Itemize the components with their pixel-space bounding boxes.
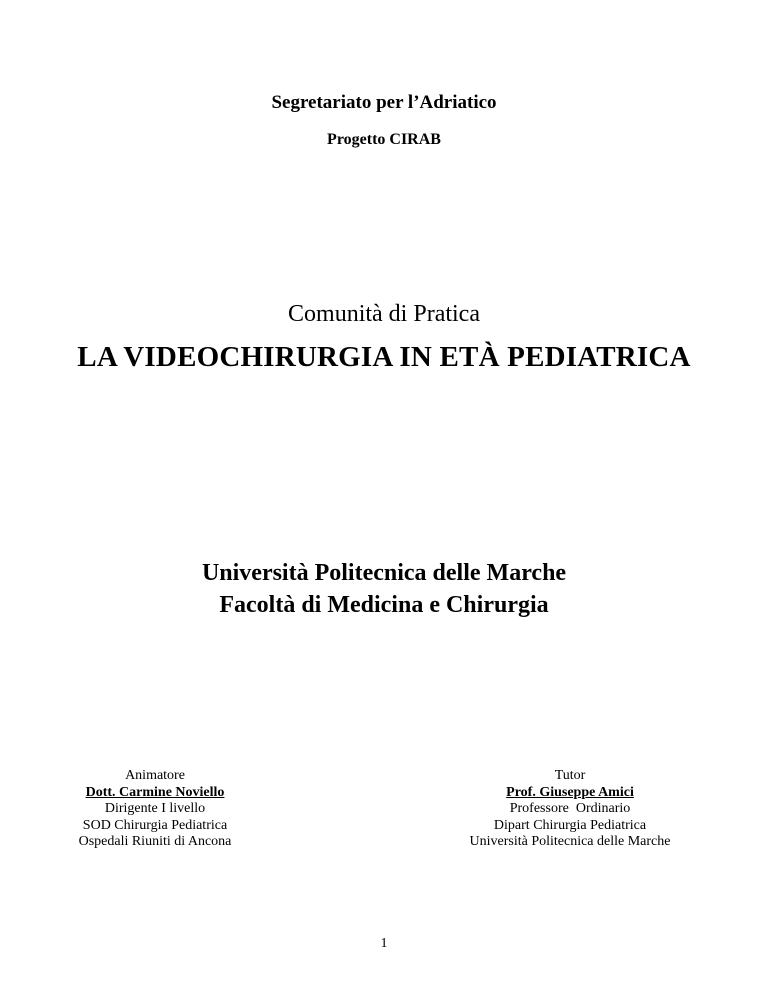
- animatore-position: Dirigente I livello: [104, 801, 206, 816]
- project-heading: Progetto CIRAB: [327, 131, 441, 148]
- document-title: LA VIDEOCHIRURGIA IN ETÀ PEDIATRICA: [77, 341, 691, 373]
- tutor-block: [455, 768, 685, 851]
- tutor-department: Dipart Chirurgia Pediatrica: [493, 817, 647, 833]
- animatore-name: Dott. Carmine Noviello: [85, 784, 225, 800]
- document-subtitle: Comunità di Pratica: [288, 301, 480, 327]
- tutor-role: Tutor: [554, 768, 586, 783]
- institution-block: [0, 557, 768, 621]
- faculty-name: Facoltà di Medicina e Chirurgia: [219, 592, 549, 618]
- organization-heading: Segretariato per l’Adriatico: [271, 92, 497, 113]
- animatore-block: [60, 768, 250, 851]
- animatore-role: Animatore: [125, 768, 185, 783]
- tutor-position: Professore Ordinario: [509, 801, 631, 816]
- page-number: 1: [380, 936, 388, 951]
- tutor-name: Prof. Giuseppe Amici: [506, 784, 634, 800]
- animatore-affiliation: Ospedali Riuniti di Ancona: [78, 834, 232, 849]
- university-name: Università Politecnica delle Marche: [201, 560, 567, 586]
- animatore-department: SOD Chirurgia Pediatrica: [82, 817, 228, 833]
- tutor-affiliation: Università Politecnica delle Marche: [469, 834, 671, 849]
